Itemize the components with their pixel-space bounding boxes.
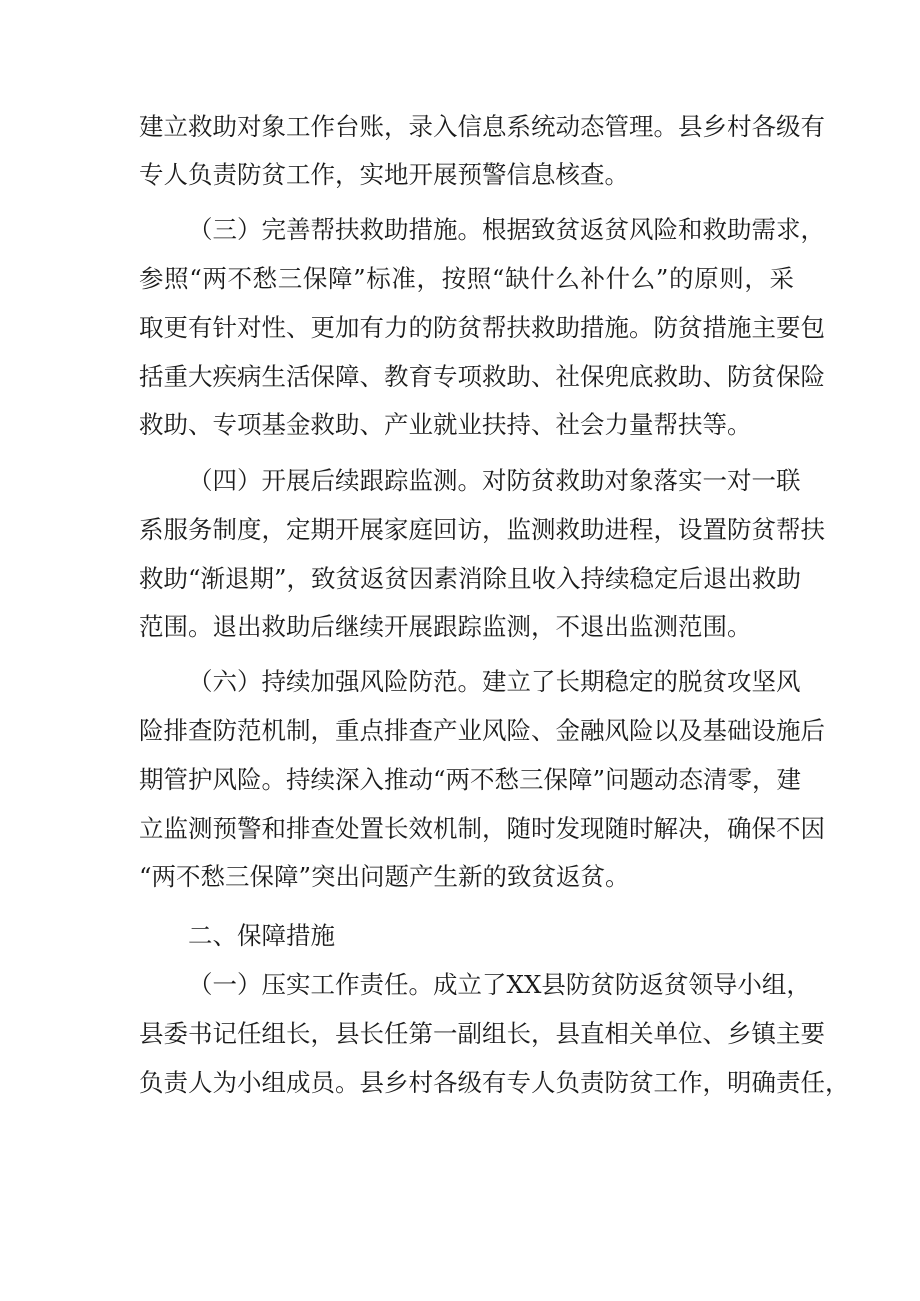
text-line: 参照“两不愁三保障”标准，按照“缺什么补什么”的原则，采 <box>139 264 794 293</box>
paragraph-first-line: （六）持续加强风险防范。建立了长期稳定的脱贫攻坚风 <box>188 667 801 696</box>
section-heading: 二、保障措施 <box>188 921 335 950</box>
text-line: 括重大疾病生活保障、教育专项救助、社保兜底救助、防贫保险 <box>139 362 825 391</box>
paragraph-first-line: （三）完善帮扶救助措施。根据致贫返贫风险和救助需求， <box>188 215 825 244</box>
text-line: 救助、专项基金救助、产业就业扶持、社会力量帮扶等。 <box>139 410 752 439</box>
text-line: 系服务制度，定期开展家庭回访，监测救助进程，设置防贫帮扶 <box>139 515 825 544</box>
text-line: 取更有针对性、更加有力的防贫帮扶救助措施。防贫措施主要包 <box>139 313 825 342</box>
text-line: 建立救助对象工作台账，录入信息系统动态管理。县乡村各级有 <box>139 112 825 141</box>
paragraph-first-line: （四）开展后续跟踪监测。对防贫救助对象落实一对一联 <box>188 466 801 495</box>
text-line: 期管护风险。持续深入推动“两不愁三保障”问题动态清零，建 <box>139 765 802 794</box>
text-line: “两不愁三保障”突出问题产生新的致贫返贫。 <box>139 862 630 891</box>
paragraph-first-line: （一）压实工作责任。成立了XX县防贫防返贫领导小组， <box>188 970 811 999</box>
text-line: 专人负责防贫工作，实地开展预警信息核查。 <box>139 160 629 189</box>
text-line: 险排查防范机制，重点排查产业风险、金融风险以及基础设施后 <box>139 716 825 745</box>
text-line: 救助“渐退期”，致贫返贫因素消除且收入持续稳定后退出救助 <box>139 564 802 593</box>
text-line: 县委书记任组长，县长任第一副组长，县直相关单位、乡镇主要 <box>139 1019 825 1048</box>
text-line: 负责人为小组成员。县乡村各级有专人负责防贫工作，明确责任， <box>139 1068 850 1097</box>
text-line: 立监测预警和排查处置长效机制，随时发现随时解决，确保不因 <box>139 814 825 843</box>
text-line: 范围。退出救助后继续开展跟踪监测，不退出监测范围。 <box>139 612 752 641</box>
